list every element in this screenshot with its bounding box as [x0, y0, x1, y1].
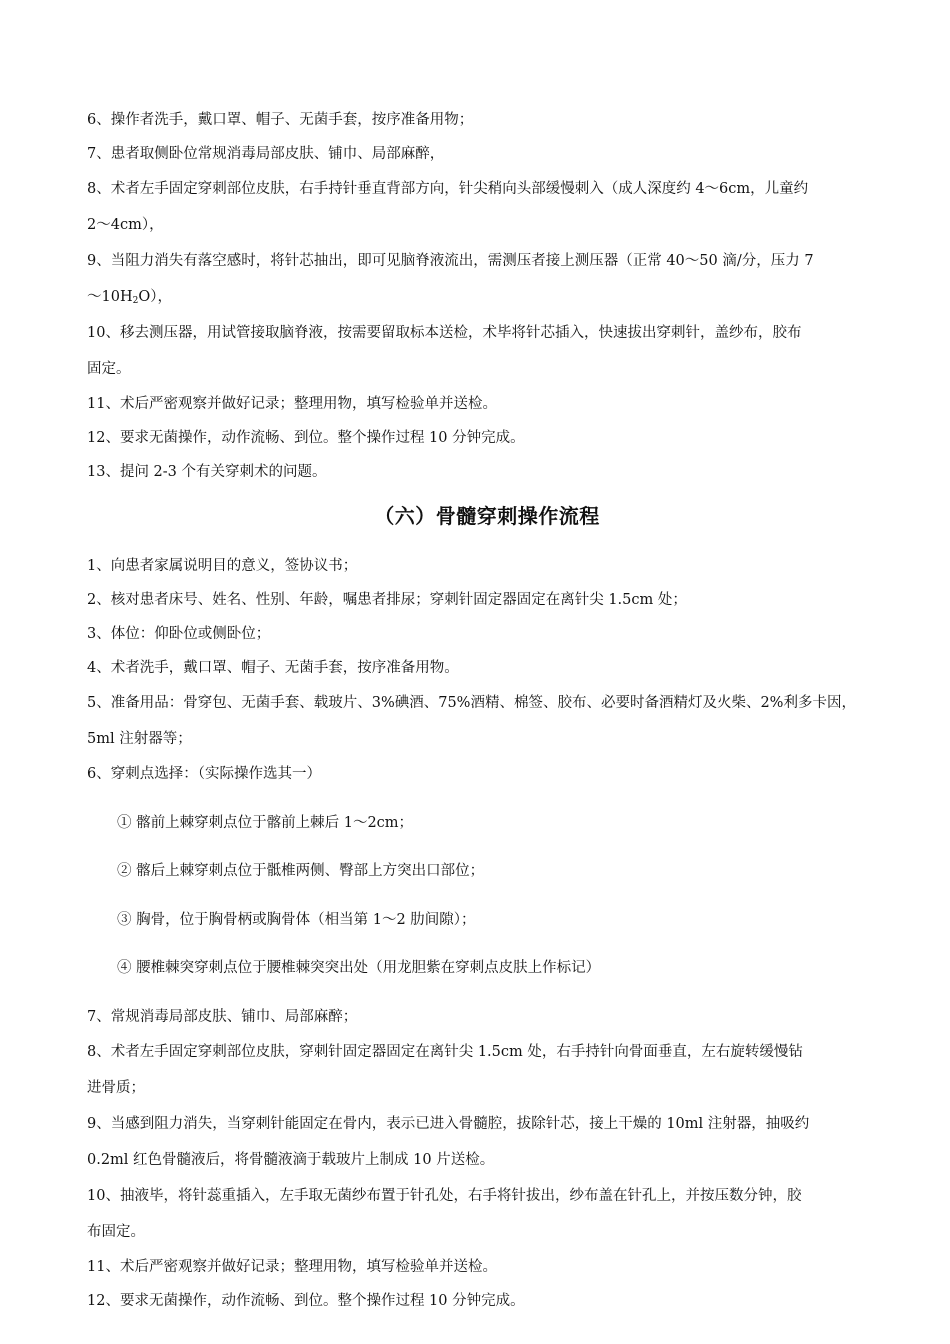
step-5 [87, 685, 887, 757]
step-10-line2: 布固定。 [87, 1223, 145, 1240]
step-8-line2: 进骨质； [87, 1079, 145, 1096]
step-13-top: 13、提问 2-3 个有关穿刺术的问题。 [87, 464, 327, 480]
step-1: 1、向患者家属说明目的意义，签协议书； [87, 558, 358, 574]
step-9-line2: 0.2ml 红色骨髓液后，将骨髓液滴于载玻片上制成 10 片送检。 [87, 1151, 495, 1168]
step-4: 4、术者洗手，戴口罩、帽子、无菌手套，按序准备用物。 [87, 660, 459, 676]
step-11: 11、术后严密观察并做好记录；整理用物，填写检验单并送检。 [87, 1258, 497, 1275]
step-10-top-line2: 固定。 [87, 361, 131, 377]
subscript-2: 2 [132, 296, 139, 306]
step-9-top-line2 [87, 279, 887, 315]
step-9-top [87, 243, 887, 315]
step-9-line1: 9、当感到阻力消失，当穿刺针能固定在骨内，表示已进入骨髓腔，拔除针芯，接上干燥的 10ml 注射器，抽吸约 [87, 1115, 810, 1132]
step-2: 2、核对患者床号、姓名、性别、年龄，嘱患者排尿；穿刺针固定器固定在离针尖 1.5cm 处； [87, 592, 687, 608]
step-12: 12、要求无菌操作，动作流畅、到位。整个操作过程 10 分钟完成。 [87, 1292, 525, 1309]
step-7: 7、常规消毒局部皮肤、铺巾、局部麻醉； [87, 1008, 358, 1025]
pressure-range-text: ～10H [87, 289, 133, 305]
section-heading: （六）骨髓穿刺操作流程 [374, 504, 600, 528]
step-8 [87, 1034, 887, 1106]
puncture-site-4: ④ 腰椎棘突穿刺点位于腰椎棘突突出处（用龙胆紫在穿刺点皮肤上作标记） [117, 960, 601, 976]
puncture-site-2: ② 髂后上棘穿刺点位于骶椎两侧、臀部上方突出口部位； [117, 863, 485, 879]
document-body [87, 103, 887, 1318]
step-6: 6、穿刺点选择：（实际操作选其一） [87, 766, 321, 782]
step-10-top-line1: 10、移去测压器，用试管接取脑脊液，按需要留取标本送检，术毕将针芯插入，快速拔出穿刺针，盖纱布，胶布 [87, 325, 802, 341]
step-12-top: 12、要求无菌操作，动作流畅、到位。整个操作过程 10 分钟完成。 [87, 430, 525, 446]
step-5-line2: 5ml 注射器等； [87, 731, 192, 747]
step-10 [87, 1178, 887, 1250]
step-8-top-line2: 2～4cm）， [87, 217, 164, 233]
puncture-site-1: ① 髂前上棘穿刺点位于髂前上棘后 1～2cm； [117, 814, 414, 831]
step-3: 3、体位：仰卧位或侧卧位； [87, 626, 271, 642]
step-9-top-line1: 9、当阻力消失有落空感时，将针芯抽出，即可见脑脊液流出，需测压者接上测压器（正常 40～50 滴/分，压力 7 [87, 253, 814, 269]
step-11-top: 11、术后严密观察并做好记录；整理用物，填写检验单并送检。 [87, 396, 497, 412]
step-10-top [87, 315, 887, 387]
pressure-unit-text: O）， [138, 289, 172, 305]
step-8-top-line1: 8、术者左手固定穿刺部位皮肤，右手持针垂直背部方向，针尖稍向头部缓慢刺入（成人深度约 4～6cm，儿童约 [87, 181, 809, 197]
step-9 [87, 1106, 887, 1178]
step-8-line1: 8、术者左手固定穿刺部位皮肤，穿刺针固定器固定在离针尖 1.5cm 处，右手持针向骨面垂直，左右旋转缓慢钻 [87, 1043, 803, 1060]
puncture-site-3: ③ 胸骨，位于胸骨柄或胸骨体（相当第 1～2 肋间隙）； [117, 911, 476, 928]
step-10-line1: 10、抽液毕，将针蕊重插入，左手取无菌纱布置于针孔处，右手将针拔出，纱布盖在针孔上，并按压数分钟，胶 [87, 1187, 802, 1204]
step-5-line1: 5、准备用品：骨穿包、无菌手套、载玻片、3%碘酒、75%酒精、棉签、胶布、必要时备酒精灯及火柴、2%利多卡因， [87, 695, 856, 711]
step-7-top: 7、患者取侧卧位常规消毒局部皮肤、铺巾、局部麻醉， [87, 146, 445, 162]
step-6-top: 6、操作者洗手，戴口罩、帽子、无菌手套，按序准备用物； [87, 112, 474, 128]
step-8-top [87, 171, 887, 243]
